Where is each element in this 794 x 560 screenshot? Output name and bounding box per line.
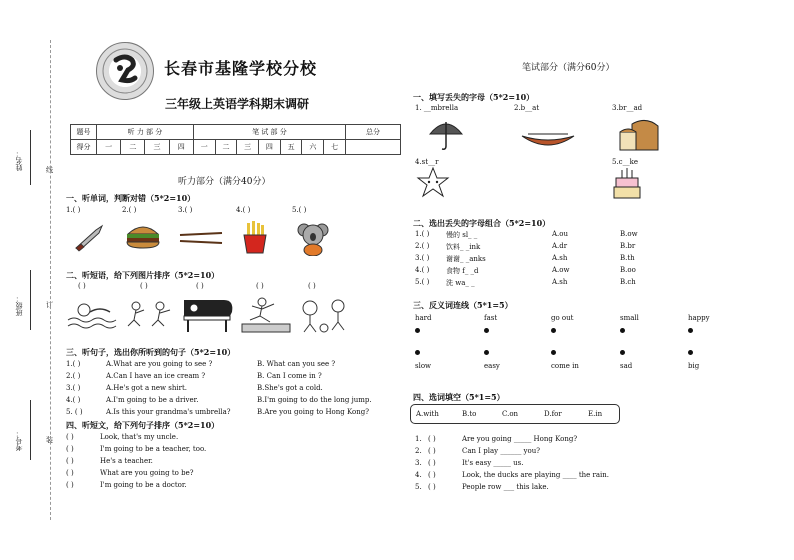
connect-dot[interactable]	[415, 328, 420, 333]
antonym-top-word: fast	[484, 314, 498, 322]
missing-letter-word[interactable]: 5.c__ke	[612, 158, 638, 166]
cut-line	[50, 40, 51, 520]
answer-blank[interactable]: ( )	[66, 469, 74, 477]
score-table-total: 总分	[346, 125, 401, 140]
option-a: A.sh	[552, 254, 568, 262]
question-number: 1.	[415, 435, 422, 443]
option-b: B.I'm going to do the long jump.	[257, 396, 372, 404]
number-field-line[interactable]	[30, 400, 31, 460]
word-bank-option: E.in	[588, 410, 603, 418]
answer-blank[interactable]: ( )	[66, 433, 74, 441]
written-s2-heading: 二、选出丢失的字母组合（5*2=10）	[413, 218, 551, 228]
word-bank-option: C.on	[502, 410, 519, 418]
answer-blank[interactable]: ( )	[308, 282, 316, 290]
option-a: A.ow	[552, 266, 570, 274]
missing-letter-word[interactable]: 2.b__at	[514, 104, 540, 112]
answer-blank[interactable]: 2.( )	[415, 242, 430, 250]
option-b: B.Are you going to Hong Kong?	[257, 408, 369, 416]
score-cell[interactable]: 一	[193, 140, 215, 155]
answer-blank[interactable]: 4.( )	[236, 206, 251, 214]
answer-blank[interactable]: ( )	[428, 459, 436, 467]
score-cell[interactable]: 六	[302, 140, 324, 155]
option-a: A.ou	[552, 230, 569, 238]
missing-letter-word[interactable]: 1. __mbrella	[415, 104, 459, 112]
antonym-bottom-word: big	[688, 362, 700, 370]
connect-dot[interactable]	[620, 328, 625, 333]
score-table-listening: 听 力 部 分	[97, 125, 194, 140]
cake-icon	[612, 168, 642, 202]
football-icon	[296, 294, 352, 334]
score-table-written: 笔 试 部 分	[193, 125, 345, 140]
question-number: 2.	[415, 447, 422, 455]
name-field-line[interactable]	[30, 130, 31, 185]
school-name: 长春市基隆学校分校	[164, 59, 318, 78]
answer-blank[interactable]: 5. ( )	[66, 408, 83, 416]
option-b: B.br	[620, 242, 636, 250]
antonym-bottom-word: easy	[484, 362, 500, 370]
option-a: A.What are you going to see ?	[106, 360, 213, 368]
option-a: A.I'm going to be a driver.	[106, 396, 199, 404]
binding-mark-bind: 装	[46, 436, 53, 444]
connect-dot[interactable]	[620, 350, 625, 355]
score-table	[70, 124, 401, 155]
word-prompt: 慢的 sl_ _	[446, 231, 478, 239]
antonym-top-word: hard	[415, 314, 432, 322]
listening-s1-heading: 一、听单词，判断对错（5*2=10）	[66, 193, 196, 203]
option-b: B.oo	[620, 266, 636, 274]
sentence: Look, that's my uncle.	[100, 433, 179, 441]
option-b: B.ow	[620, 230, 638, 238]
sentence: What are you going to be?	[100, 469, 194, 477]
listening-s2-heading: 二、听短语，给下列图片排序（5*2=10）	[66, 270, 220, 280]
koala-icon	[296, 220, 330, 256]
sentence: He's a teacher.	[100, 457, 153, 465]
antonym-bottom-word: come in	[551, 362, 579, 370]
antonym-bottom-word: sad	[620, 362, 633, 370]
connect-dot[interactable]	[551, 328, 556, 333]
sentence: It's easy _____ us.	[462, 459, 524, 467]
option-a: A.Can I have an ice cream ?	[106, 372, 206, 380]
answer-blank[interactable]: ( )	[66, 481, 74, 489]
connect-dot[interactable]	[415, 350, 420, 355]
question-number: 4.	[415, 471, 422, 479]
answer-blank[interactable]: 1.( )	[66, 206, 81, 214]
option-a: A.Is this your grandma's umbrella?	[106, 408, 231, 416]
connect-dot[interactable]	[484, 328, 489, 333]
class-field-line[interactable]	[30, 270, 31, 330]
answer-blank[interactable]: ( )	[428, 483, 436, 491]
answer-blank[interactable]: ( )	[140, 282, 148, 290]
word-prompt: 洗 wa_ _	[446, 279, 475, 287]
answer-blank[interactable]: 1.( )	[415, 230, 430, 238]
binding-mark-line: 线	[46, 166, 53, 174]
long-jump-icon	[240, 294, 292, 334]
running-race-icon	[124, 298, 178, 328]
answer-blank[interactable]: ( )	[256, 282, 264, 290]
answer-blank[interactable]: 5.( )	[292, 206, 307, 214]
word-prompt: 谢谢_ _anks	[446, 255, 486, 263]
star-icon	[416, 166, 450, 200]
listening-title: 听力部分（满分40分）	[178, 177, 271, 187]
score-cell[interactable]: 三	[237, 140, 259, 155]
score-cell[interactable]: 二	[215, 140, 237, 155]
binding-strip	[0, 0, 60, 560]
answer-blank[interactable]: ( )	[428, 435, 436, 443]
answer-blank[interactable]: 2.( )	[122, 206, 137, 214]
connect-dot[interactable]	[551, 350, 556, 355]
option-b: B.th	[620, 254, 635, 262]
binding-mark-staple: 订	[46, 301, 53, 309]
answer-blank[interactable]: ( )	[66, 445, 74, 453]
option-b: B. What can you see ?	[257, 360, 336, 368]
answer-blank[interactable]: ( )	[78, 282, 86, 290]
antonym-top-word: happy	[688, 314, 710, 322]
knife-icon	[72, 222, 108, 252]
sentence: Are you going _____ Hong Kong?	[462, 435, 578, 443]
option-a: A.dr	[552, 242, 568, 250]
score-cell[interactable]: 四	[259, 140, 281, 155]
antonym-top-word: small	[620, 314, 639, 322]
option-b: B.She's got a cold.	[257, 384, 323, 392]
score-table-label: 题号	[71, 125, 97, 140]
exam-title: 三年级上英语学科期末调研	[165, 97, 310, 111]
answer-blank[interactable]: ( )	[428, 447, 436, 455]
answer-blank[interactable]: ( )	[66, 457, 74, 465]
question-number: 3.	[415, 459, 422, 467]
word-prompt: 饮料_ _ink	[446, 243, 481, 251]
answer-blank[interactable]: 3.( )	[415, 254, 430, 262]
written-part-title: 笔试部分（满分60分）	[522, 63, 615, 73]
answer-blank[interactable]: 3.( )	[66, 384, 81, 392]
option-b: B. Can I come in ?	[257, 372, 322, 380]
score-cell[interactable]: 五	[280, 140, 302, 155]
answer-blank[interactable]: 4.( )	[66, 396, 81, 404]
score-table-label: 得分	[71, 140, 97, 155]
name-field-label: 姓名：	[15, 150, 23, 171]
word-prompt: 食物 f_ _d	[446, 267, 479, 275]
score-cell-total[interactable]	[346, 140, 401, 155]
written-s3-heading: 三、反义词连线（5*1=5）	[413, 300, 513, 310]
answer-blank[interactable]: 1.( )	[66, 360, 81, 368]
answer-blank[interactable]: 2.( )	[66, 372, 81, 380]
connect-dot[interactable]	[688, 328, 693, 333]
answer-blank[interactable]: 5.( )	[415, 278, 430, 286]
option-a: A.sh	[552, 278, 568, 286]
word-bank-option: B.to	[462, 410, 477, 418]
antonym-top-word: go out	[551, 314, 574, 322]
answer-blank[interactable]: 3.( )	[178, 206, 193, 214]
written-s4-heading: 四、选词填空（5*1=5）	[413, 392, 505, 402]
swimming-icon	[66, 296, 118, 332]
sentence: I'm going to be a teacher, too.	[100, 445, 207, 453]
option-a: A.He's got a new shirt.	[106, 384, 187, 392]
school-logo	[96, 42, 154, 100]
antonym-bottom-word: slow	[415, 362, 432, 370]
fries-icon	[240, 220, 270, 254]
listening-s4-heading: 四、听短文，给下列句子排序（5*2=10）	[66, 420, 220, 430]
answer-blank[interactable]: 4.( )	[415, 266, 430, 274]
school-logo-icon	[100, 46, 150, 96]
class-field-label: 班级：	[15, 295, 23, 316]
sentence: Look, the ducks are playing ____ the rain.	[462, 471, 610, 479]
piano-icon	[180, 294, 236, 334]
chopsticks-icon	[178, 230, 224, 246]
written-s1-heading: 一、填写丢失的字母（5*2=10）	[413, 92, 535, 102]
sentence: I'm going to be a doctor.	[100, 481, 187, 489]
word-bank-option: D.for	[544, 410, 562, 418]
connect-dot[interactable]	[484, 350, 489, 355]
score-cell[interactable]: 七	[324, 140, 346, 155]
score-cell[interactable]: 一	[97, 140, 121, 155]
missing-letter-word[interactable]: 3.br__ad	[612, 104, 643, 112]
option-b: B.ch	[620, 278, 636, 286]
score-cell[interactable]: 二	[121, 140, 145, 155]
score-cell[interactable]: 四	[169, 140, 193, 155]
word-bank-option: A.with	[416, 410, 439, 418]
question-number: 5.	[415, 483, 422, 491]
answer-blank[interactable]: ( )	[196, 282, 204, 290]
hamburger-icon	[124, 220, 162, 252]
number-field-label: 考号：	[15, 430, 23, 451]
missing-letter-word[interactable]: 4.st__r	[415, 158, 439, 166]
listening-s3-heading: 三、听句子，选出你所听到的句子（5*2=10）	[66, 347, 236, 357]
bread-icon	[616, 116, 662, 156]
answer-blank[interactable]: ( )	[428, 471, 436, 479]
connect-dot[interactable]	[688, 350, 693, 355]
sentence: Can I play ______ you?	[462, 447, 540, 455]
score-cell[interactable]: 三	[145, 140, 169, 155]
sentence: People row ___ this lake.	[462, 483, 549, 491]
umbrella-icon	[426, 118, 466, 152]
boat-icon	[520, 124, 576, 154]
